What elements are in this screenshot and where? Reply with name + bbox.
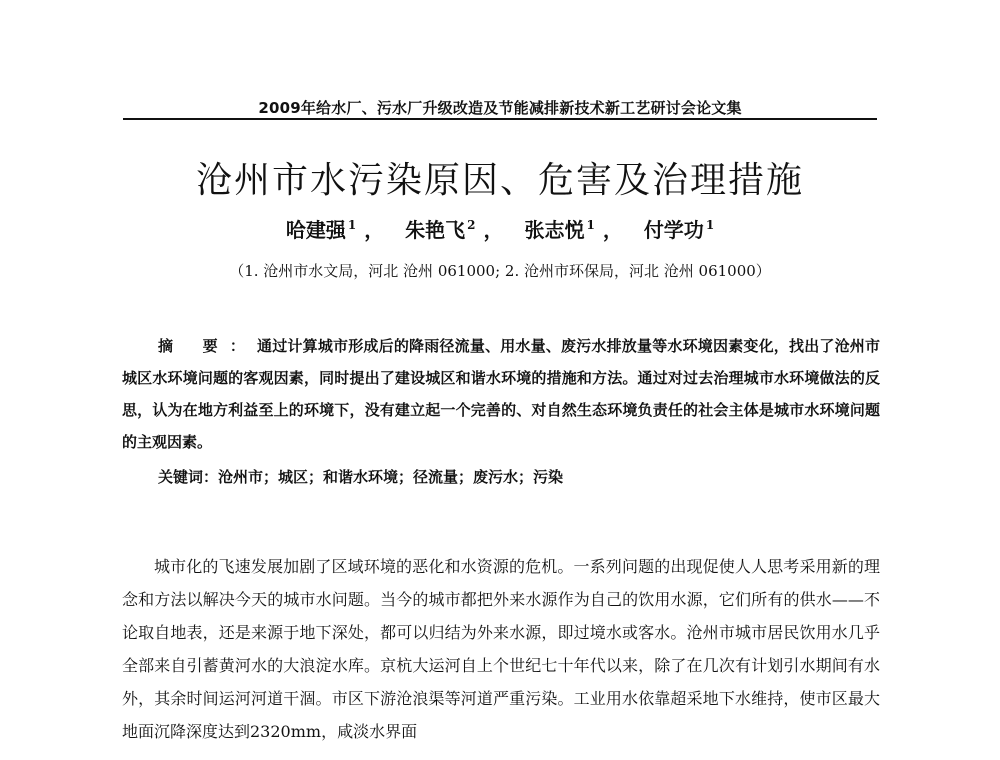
- author-affiliation-mark: 2: [467, 218, 476, 233]
- abstract-text: 通过计算城市形成后的降雨径流量、用水量、废污水排放量等水环境因素变化，找出了沧州市城区水环境问题的客观因素，同时提出了建设城区和谐水环境的措施和方法。通过对过去治理城市水环境做法的反思，认为在地方利益至上的环境下，没有建立起一个完善的、对自然生态环境负责任的社会主体是城市水环境问题的主观因素。: [122, 337, 880, 451]
- author-affiliation-mark: 1: [705, 218, 715, 233]
- abstract: [122, 330, 880, 458]
- affiliation-line: （1. 沧州市水文局，河北 沧州 061000; 2. 沧州市环保局，河北 沧州 061000）: [229, 262, 771, 280]
- author-affiliation-mark: 1: [586, 218, 595, 233]
- body-paragraph: 城市化的飞速发展加剧了区域环境的恶化和水资源的危机。一系列问题的出现促使人人思考采用新的理念和方法以解决今天的城市水问题。当今的城市都把外来水源作为自己的饮用水源，它们所有的供水——不论取自地表，还是来源于地下深处，都可以归结为外来水源，即过境水或客水。沧州市城市居民饮用水几乎全部来自引蓄黄河水的大浪淀水库。京杭大运河自上个世纪七十年代以来，除了在几次有计划引水期间有水外，其余时间运河河道干涸。市区下游沧浪渠等河道严重污染。工业用水依靠超采地下水维持，使市区最大地面沉降深度达到2320mm，咸淡水界面: [122, 557, 880, 741]
- author-affiliation-mark: 1: [347, 218, 357, 233]
- keywords-label: 关键词：: [158, 468, 219, 486]
- keywords: [158, 466, 878, 487]
- keywords-text: 沧州市；城区；和谐水环境；径流量；废污水；污染: [218, 468, 564, 486]
- abstract-label: 摘 要：: [158, 337, 258, 355]
- paper-title: 沧州市水污染原因、危害及治理措施: [195, 160, 804, 201]
- author-name: 哈建强: [285, 218, 346, 242]
- author-name: 付学功: [643, 218, 704, 242]
- author-name: 张志悦: [524, 218, 585, 242]
- author-name: 朱艳飞: [405, 218, 466, 242]
- header-rule: [123, 118, 877, 120]
- running-header: 2009年给水厂、污水厂升级改造及节能减排新技术新工艺研讨会论文集: [258, 99, 742, 117]
- author-list: 哈建强 $^1$ ， 朱艳飞 $^2$ ， 张志悦 $^1$ ， 付学功 $^1$: [285, 218, 715, 242]
